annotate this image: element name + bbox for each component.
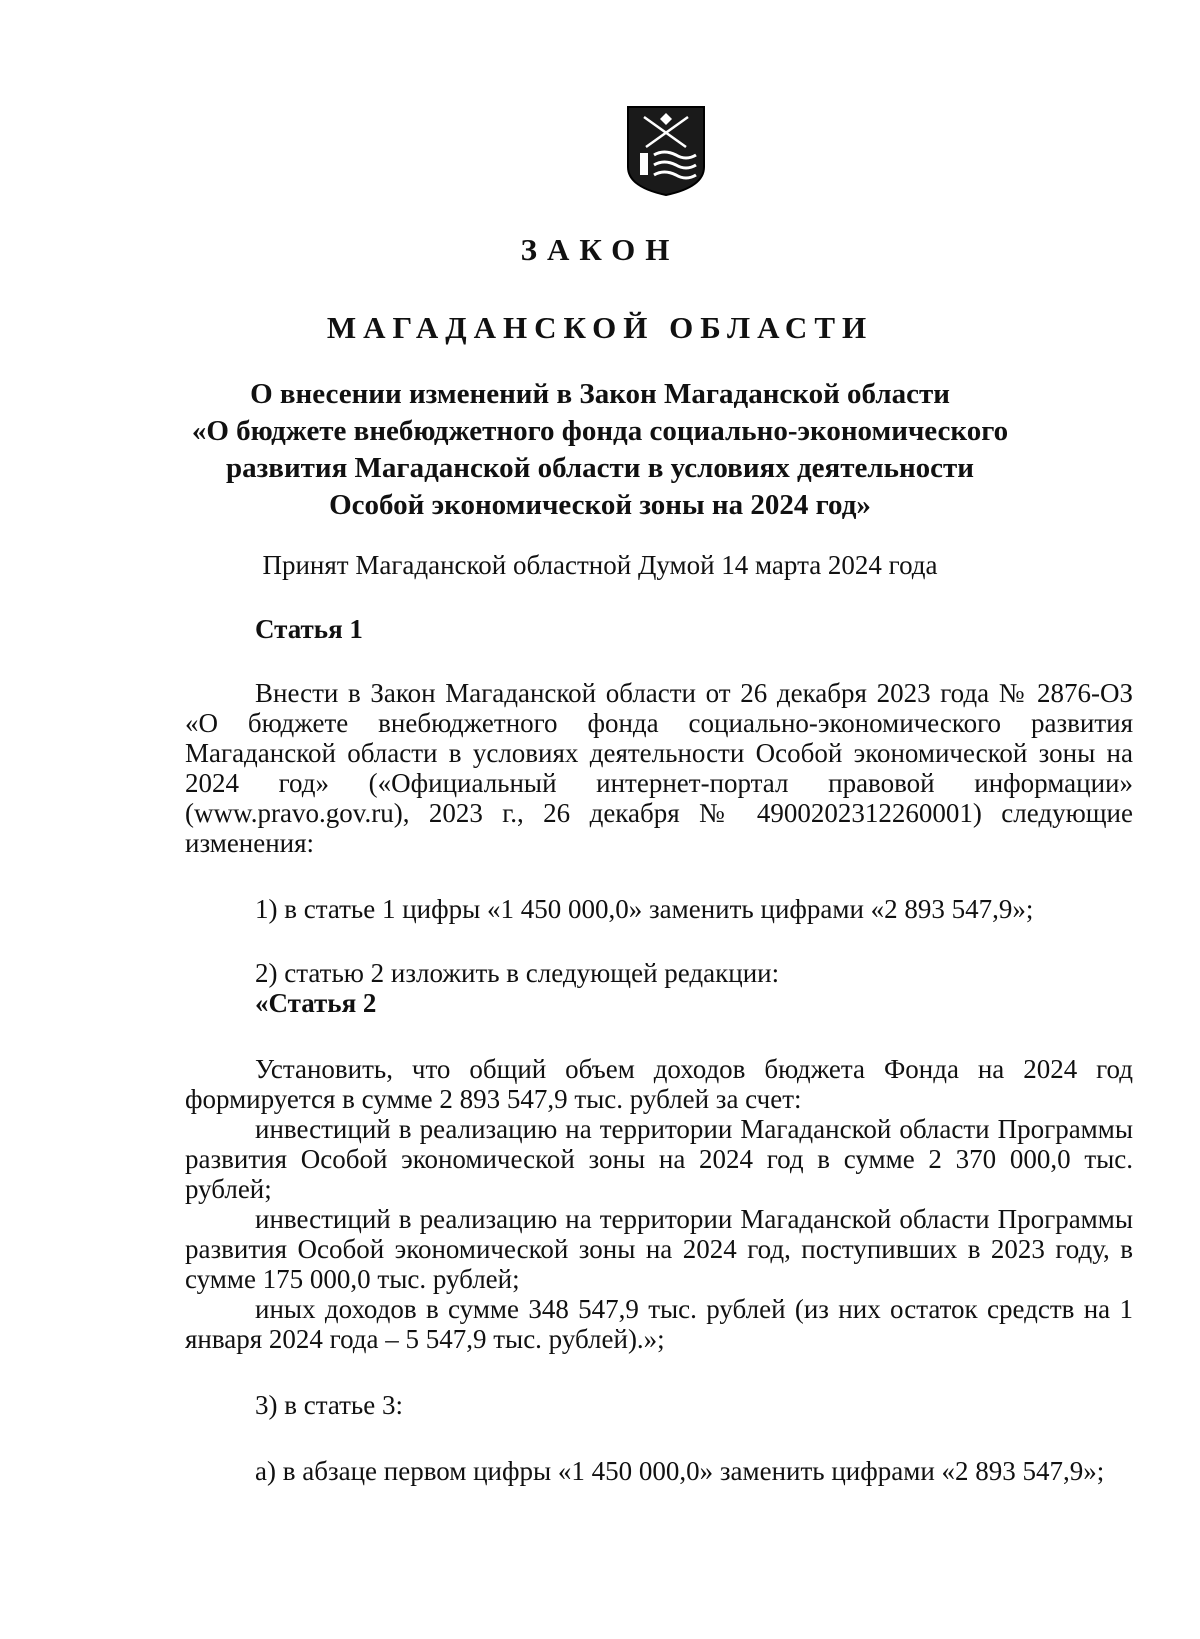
law-name bbox=[150, 376, 1050, 524]
region-title: МАГАДАНСКОЙ ОБЛАСТИ bbox=[326, 310, 874, 345]
law-name-line: Особой экономической зоны на 2024 год» bbox=[329, 489, 871, 521]
amendment-item-1: 1) в статье 1 цифры «1 450 000,0» заменить цифрами «2 893 547,9»; bbox=[255, 894, 1034, 924]
article-2-paragraph: иных доходов в сумме 348 547,9 тыс. рублей (из них остаток средств на 1 января 2024 года – 5 547,9 тыс. рублей).»; bbox=[185, 1294, 1133, 1354]
law-name-line: развития Магаданской области в условиях деятельности bbox=[226, 452, 974, 484]
article-1-heading: Статья 1 bbox=[255, 614, 363, 644]
article-2-heading: «Статья 2 bbox=[255, 988, 377, 1018]
amendment-item-3a: а) в абзаце первом цифры «1 450 000,0» заменить цифрами «2 893 547,9»; bbox=[255, 1456, 1105, 1486]
article-2-paragraph: инвестиций в реализацию на территории Магаданской области Программы развития Особой экономической зоны на 2024 год в сумме 2 370 000,0 тыс. рублей; bbox=[185, 1114, 1133, 1204]
article-2-paragraph: Установить, что общий объем доходов бюджета Фонда на 2024 год формируется в сумме 2 893 547,9 тыс. рублей за счет: bbox=[185, 1054, 1133, 1114]
amendment-item-3: 3) в статье 3: bbox=[255, 1390, 403, 1420]
article-2-paragraph: инвестиций в реализацию на территории Магаданской области Программы развития Особой экономической зоны на 2024 год, поступивших в 2023 году, в сумме 175 000,0 тыс. рублей; bbox=[185, 1204, 1133, 1294]
law-name-line: «О бюджете внебюджетного фонда социально-экономического bbox=[191, 415, 1009, 447]
adoption-note: Принят Магаданской областной Думой 14 марта 2024 года bbox=[262, 550, 938, 580]
article-1-intro: Внести в Закон Магаданской области от 26 декабря 2023 года № 2876-ОЗ «О бюджете внебюджетного фонда социально-экономического развития Магаданской области в условиях деятельности Особой экономической зоны на 2024 год» («Официальный интернет-портал правовой информации» (www.pravo.gov.ru), 2023 г., 26 декабря № 4900202312260001) следующие изменения: bbox=[185, 678, 1133, 858]
amendment-item-2: 2) статью 2 изложить в следующей редакции: bbox=[255, 958, 780, 988]
law-name-line: О внесении изменений в Закон Магаданской области bbox=[250, 378, 950, 410]
coat-of-arms-icon bbox=[626, 105, 706, 197]
document-type-title: ЗАКОН bbox=[520, 232, 680, 267]
